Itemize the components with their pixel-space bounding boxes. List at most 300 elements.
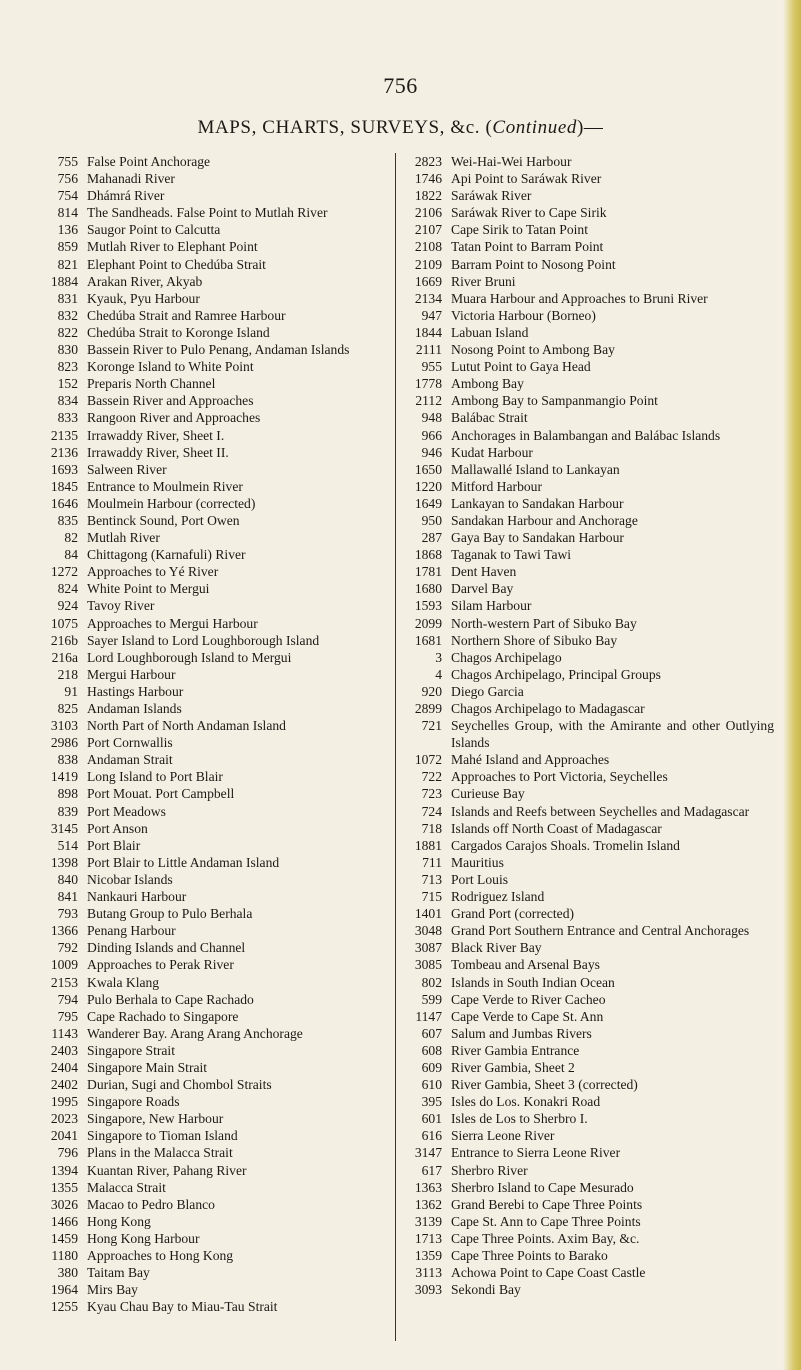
list-item: [40, 888, 382, 905]
list-item: [40, 187, 382, 204]
list-item: [40, 341, 382, 358]
chart-number: 1255: [50, 1299, 78, 1315]
chart-title: Port Anson: [87, 820, 148, 836]
chart-title: Cape Verde to River Cacheo: [451, 991, 606, 1007]
list-item: [404, 341, 774, 358]
chart-title: Mallawallé Island to Lankayan: [451, 461, 620, 477]
chart-number: 1363: [414, 1179, 442, 1195]
chart-number: 2403: [50, 1042, 78, 1058]
chart-number: 136: [57, 222, 78, 238]
chart-title: Malacca Strait: [87, 1179, 166, 1195]
list-item: [40, 785, 382, 802]
chart-title: Lankayan to Sandakan Harbour: [451, 495, 624, 511]
chart-title: Hong Kong: [87, 1213, 151, 1229]
chart-title: Singapore Strait: [87, 1042, 175, 1058]
chart-title: Black River Bay: [451, 940, 542, 956]
chart-number: 2109: [414, 256, 442, 272]
chart-title: Chagos Archipelago to Madagascar: [451, 701, 645, 716]
list-item: [40, 1298, 382, 1315]
list-item: [404, 1127, 774, 1144]
chart-number: 713: [421, 871, 442, 887]
chart-number: 608: [421, 1042, 442, 1058]
chart-title: Anchorages in Balambangan and Balábac Islands: [451, 427, 721, 443]
list-item: [404, 871, 774, 888]
chart-number: 1713: [414, 1230, 442, 1246]
chart-number: 2404: [50, 1059, 78, 1075]
list-item: [404, 666, 774, 683]
chart-number: 1995: [50, 1094, 78, 1110]
chart-title: Dinding Islands and Channel: [87, 940, 246, 956]
chart-number: 955: [421, 359, 442, 375]
chart-number: 1881: [414, 837, 442, 853]
list-item: [40, 666, 382, 683]
list-item: [40, 956, 382, 973]
list-item: [404, 1008, 774, 1025]
chart-title: Macao to Pedro Blanco: [87, 1196, 215, 1212]
list-item: [404, 324, 774, 341]
chart-number: 840: [57, 871, 78, 887]
list-item: [404, 888, 774, 905]
chart-title: Salween River: [87, 461, 167, 477]
chart-title: Butang Group to Pulo Berhala: [87, 906, 253, 922]
chart-number: 920: [421, 683, 442, 699]
chart-title: Andaman Islands: [87, 701, 182, 716]
chart-number: 1669: [414, 273, 442, 289]
chart-number: 824: [57, 581, 78, 597]
chart-title: Sherbro Island to Cape Mesurado: [451, 1179, 634, 1195]
list-item: [404, 495, 774, 512]
list-item: [40, 1076, 382, 1093]
chart-number: 830: [57, 342, 78, 358]
list-item: [404, 290, 774, 307]
list-item: [404, 1264, 774, 1281]
chart-title: Mauritius: [451, 854, 504, 870]
list-item: [404, 392, 774, 409]
list-item: [40, 1025, 382, 1042]
chart-title: Sayer Island to Lord Loughborough Island: [87, 632, 320, 648]
chart-number: 715: [421, 889, 442, 905]
chart-number: 718: [421, 820, 442, 836]
chart-title: Bassein River and Approaches: [87, 393, 254, 409]
chart-title: Port Mouat. Port Campbell: [87, 786, 235, 802]
chart-title: Long Island to Port Blair: [87, 769, 223, 785]
chart-number: 1681: [414, 632, 442, 648]
chart-number: 834: [57, 393, 78, 409]
chart-number: 3139: [414, 1213, 442, 1229]
chart-title: Mahanadi River: [87, 171, 175, 187]
chart-title: Kyauk, Pyu Harbour: [87, 290, 200, 306]
chart-number: 616: [421, 1128, 442, 1144]
chart-number: 3048: [414, 923, 442, 939]
list-item: [40, 683, 382, 700]
list-item: [404, 529, 774, 546]
chart-number: 821: [57, 256, 78, 272]
chart-title: Singapore to Tioman Island: [87, 1128, 238, 1144]
list-item: [40, 358, 382, 375]
list-item: [404, 768, 774, 785]
chart-number: 2823: [414, 154, 442, 169]
chart-number: 841: [57, 889, 78, 905]
chart-title: Bentinck Sound, Port Owen: [87, 512, 240, 528]
chart-number: 924: [57, 598, 78, 614]
list-item: [404, 1247, 774, 1264]
chart-title: Plans in the Malacca Strait: [87, 1145, 233, 1161]
list-item: [40, 153, 382, 170]
chart-title: Singapore, New Harbour: [87, 1111, 224, 1127]
list-item: [404, 1162, 774, 1179]
chart-number: 1072: [414, 752, 442, 768]
chart-title: Singapore Roads: [87, 1094, 180, 1110]
chart-title: Cape Three Points. Axim Bay, &c.: [451, 1230, 640, 1246]
chart-number: 831: [57, 290, 78, 306]
list-item: [404, 717, 774, 751]
chart-number: 2402: [50, 1077, 78, 1093]
chart-number: 754: [57, 188, 78, 204]
chart-number: 1398: [50, 854, 78, 870]
chart-number: 947: [421, 307, 442, 323]
chart-number: 1646: [50, 495, 78, 511]
chart-title: Kyau Chau Bay to Miau-Tau Strait: [87, 1299, 278, 1315]
chart-title: Kwala Klang: [87, 974, 160, 990]
list-item: [40, 820, 382, 837]
chart-title: Saugor Point to Calcutta: [87, 222, 221, 238]
chart-number: 2112: [415, 393, 442, 409]
chart-number: 2135: [50, 427, 78, 443]
list-item: [404, 444, 774, 461]
list-item: [404, 461, 774, 478]
chart-title: Tatan Point to Barram Point: [451, 239, 604, 255]
chart-number: 1359: [414, 1248, 442, 1263]
chart-title: Chedúba Strait to Koronge Island: [87, 324, 270, 340]
list-item: [40, 632, 382, 649]
list-item: [40, 717, 382, 734]
title-main: MAPS, CHARTS, SURVEYS, &c. (: [197, 117, 493, 138]
list-item: [40, 615, 382, 632]
chart-title: Pulo Berhala to Cape Rachado: [87, 991, 254, 1007]
chart-number: 838: [57, 752, 78, 768]
list-item: [404, 597, 774, 614]
chart-number: 1680: [414, 581, 442, 597]
chart-number: 794: [57, 991, 78, 1007]
chart-title: Hastings Harbour: [87, 683, 184, 699]
list-item: [40, 871, 382, 888]
list-item: [404, 939, 774, 956]
chart-number: 380: [57, 1265, 78, 1281]
chart-number: 2107: [414, 222, 442, 238]
chart-number: 966: [421, 427, 442, 443]
chart-title: Chedúba Strait and Ramree Harbour: [87, 307, 286, 323]
chart-title: Grand Port (corrected): [451, 906, 575, 922]
chart-number: 1845: [50, 478, 78, 494]
chart-title: Mitford Harbour: [451, 478, 542, 494]
list-item: [404, 991, 774, 1008]
list-item: [40, 1162, 382, 1179]
chart-number: 2099: [414, 615, 442, 631]
chart-title: Curieuse Bay: [451, 786, 525, 802]
list-item: [40, 512, 382, 529]
chart-title: Mahé Island and Approaches: [451, 752, 610, 768]
chart-number: 3087: [414, 940, 442, 956]
chart-number: 721: [421, 718, 442, 734]
right-column: [404, 153, 774, 1298]
list-item: [40, 170, 382, 187]
list-item: [404, 956, 774, 973]
list-item: [40, 1008, 382, 1025]
list-item: [40, 495, 382, 512]
chart-title: Port Meadows: [87, 803, 166, 819]
chart-title: Northern Shore of Sibuko Bay: [451, 632, 618, 648]
list-item: [40, 324, 382, 341]
chart-title: Nankauri Harbour: [87, 889, 187, 905]
chart-title: Lord Loughborough Island to Mergui: [87, 649, 292, 665]
chart-number: 1355: [50, 1179, 78, 1195]
list-item: [40, 221, 382, 238]
chart-title: Grand Berebi to Cape Three Points: [451, 1196, 643, 1212]
chart-title: Balábac Strait: [451, 410, 528, 426]
chart-title: North Part of North Andaman Island: [87, 718, 286, 734]
chart-title: Islands off North Coast of Madagascar: [451, 820, 662, 836]
chart-number: 152: [57, 376, 78, 392]
chart-title: Chagos Archipelago: [451, 649, 562, 665]
chart-title: Sierra Leone River: [451, 1128, 555, 1144]
chart-title: Chittagong (Karnafuli) River: [87, 547, 246, 563]
list-item: [404, 1144, 774, 1161]
list-item: [404, 922, 774, 939]
chart-number: 216a: [51, 649, 78, 665]
list-item: [40, 204, 382, 221]
chart-title: Islands and Reefs between Seychelles and Madagascar: [451, 803, 750, 819]
chart-number: 833: [57, 410, 78, 426]
list-item: [40, 1264, 382, 1281]
list-item: [40, 1281, 382, 1298]
list-item: [40, 375, 382, 392]
list-item: [40, 939, 382, 956]
chart-title: Port Blair: [87, 837, 141, 853]
list-item: [404, 1179, 774, 1196]
chart-title: Wanderer Bay. Arang Arang Anchorage: [87, 1025, 303, 1041]
chart-number: 792: [57, 940, 78, 956]
chart-title: Approaches to Hong Kong: [87, 1248, 234, 1263]
chart-number: 601: [421, 1111, 442, 1127]
list-item: [404, 307, 774, 324]
list-item: [404, 563, 774, 580]
chart-number: 1884: [50, 273, 78, 289]
chart-title: Chagos Archipelago, Principal Groups: [451, 666, 661, 682]
chart-number: 82: [64, 530, 78, 546]
list-item: [404, 256, 774, 273]
chart-title: Diego Garcia: [451, 683, 524, 699]
list-item: [40, 409, 382, 426]
chart-title: River Gambia Entrance: [451, 1042, 580, 1058]
chart-title: Singapore Main Strait: [87, 1059, 208, 1075]
chart-number: 3145: [50, 820, 78, 836]
chart-title: Silam Harbour: [451, 598, 532, 614]
list-item: [40, 751, 382, 768]
chart-number: 4: [435, 666, 442, 682]
list-item: [40, 478, 382, 495]
chart-title: Sandakan Harbour and Anchorage: [451, 512, 638, 528]
chart-title: River Gambia, Sheet 3 (corrected): [451, 1077, 638, 1093]
chart-title: Koronge Island to White Point: [87, 359, 254, 375]
chart-title: Kudat Harbour: [451, 444, 533, 460]
list-item: [40, 974, 382, 991]
chart-number: 950: [421, 512, 442, 528]
list-item: [40, 529, 382, 546]
chart-number: 1781: [414, 564, 442, 580]
chart-title: Cape Sirik to Tatan Point: [451, 222, 588, 238]
section-title: [0, 117, 801, 139]
list-item: [40, 290, 382, 307]
chart-number: 1220: [414, 478, 442, 494]
list-item: [404, 427, 774, 444]
chart-number: 2899: [414, 701, 442, 716]
chart-number: 1822: [414, 188, 442, 204]
chart-number: 755: [57, 154, 78, 169]
list-item: [40, 597, 382, 614]
list-item: [404, 1042, 774, 1059]
list-item: [404, 1281, 774, 1298]
list-item: [40, 854, 382, 871]
chart-title: Irrawaddy River, Sheet II.: [87, 444, 229, 460]
list-item: [40, 803, 382, 820]
chart-number: 1366: [50, 923, 78, 939]
chart-number: 839: [57, 803, 78, 819]
chart-number: 1868: [414, 547, 442, 563]
chart-number: 1401: [414, 906, 442, 922]
chart-number: 287: [421, 530, 442, 546]
chart-number: 3103: [50, 718, 78, 734]
chart-title: Approaches to Port Victoria, Seychelles: [451, 769, 668, 785]
chart-title: Moulmein Harbour (corrected): [87, 495, 256, 511]
chart-number: 1746: [414, 171, 442, 187]
chart-title: Mirs Bay: [87, 1282, 138, 1298]
list-item: [404, 187, 774, 204]
chart-number: 91: [64, 683, 78, 699]
chart-number: 802: [421, 974, 442, 990]
list-item: [404, 358, 774, 375]
chart-number: 948: [421, 410, 442, 426]
chart-number: 1593: [414, 598, 442, 614]
chart-title: White Point to Mergui: [87, 581, 210, 597]
chart-title: Andaman Strait: [87, 752, 173, 768]
chart-title: Port Cornwallis: [87, 735, 173, 751]
chart-number: 723: [421, 786, 442, 802]
chart-number: 722: [421, 769, 442, 785]
chart-title: Sherbro River: [451, 1162, 528, 1178]
chart-number: 2106: [414, 205, 442, 221]
chart-number: 796: [57, 1145, 78, 1161]
chart-number: 1143: [51, 1025, 78, 1041]
chart-title: Bassein River to Pulo Penang, Andaman Islands: [87, 342, 350, 358]
chart-number: 1272: [50, 564, 78, 580]
list-item: [404, 615, 774, 632]
chart-number: 84: [64, 547, 78, 563]
chart-title: Gaya Bay to Sandakan Harbour: [451, 530, 624, 546]
chart-title: Tombeau and Arsenal Bays: [451, 957, 600, 973]
chart-number: 1362: [414, 1196, 442, 1212]
chart-title: Achowa Point to Cape Coast Castle: [451, 1265, 646, 1281]
list-item: [404, 1093, 774, 1110]
list-item: [404, 820, 774, 837]
chart-title: Irrawaddy River, Sheet I.: [87, 427, 225, 443]
chart-title: Approaches to Yé River: [87, 564, 219, 580]
chart-title: Cape Rachado to Singapore: [87, 1008, 239, 1024]
chart-title: Nosong Point to Ambong Bay: [451, 342, 615, 358]
chart-title: Cargados Carajos Shoals. Tromelin Island: [451, 837, 680, 853]
list-item: [40, 307, 382, 324]
chart-title: Wei-Hai-Wei Harbour: [451, 154, 572, 169]
chart-number: 825: [57, 701, 78, 716]
list-item: [404, 700, 774, 717]
chart-number: 610: [421, 1077, 442, 1093]
chart-number: 756: [57, 171, 78, 187]
chart-title: Rodriguez Island: [451, 889, 545, 905]
chart-number: 3085: [414, 957, 442, 973]
list-item: [404, 546, 774, 563]
chart-title: Penang Harbour: [87, 923, 176, 939]
chart-title: Muara Harbour and Approaches to Bruni River: [451, 290, 708, 306]
column-divider: [395, 153, 396, 1341]
chart-number: 216b: [50, 632, 78, 648]
chart-title: Dent Haven: [451, 564, 517, 580]
list-item: [40, 273, 382, 290]
chart-number: 3: [435, 649, 442, 665]
chart-number: 1693: [50, 461, 78, 477]
list-item: [40, 427, 382, 444]
list-item: [404, 974, 774, 991]
chart-number: 1419: [50, 769, 78, 785]
chart-number: 2023: [50, 1111, 78, 1127]
list-item: [404, 1196, 774, 1213]
chart-title: Seychelles Group, with the Amirante and other Outlying Islands: [451, 718, 774, 751]
list-item: [40, 1110, 382, 1127]
chart-number: 2153: [50, 974, 78, 990]
chart-title: False Point Anchorage: [87, 154, 211, 169]
list-item: [404, 1110, 774, 1127]
list-item: [404, 751, 774, 768]
chart-title: Labuan Island: [451, 324, 529, 340]
list-item: [404, 803, 774, 820]
chart-number: 2134: [414, 290, 442, 306]
chart-number: 609: [421, 1059, 442, 1075]
chart-number: 1466: [50, 1213, 78, 1229]
chart-title: The Sandheads. False Point to Mutlah River: [87, 205, 328, 221]
chart-number: 1650: [414, 461, 442, 477]
chart-number: 2108: [414, 239, 442, 255]
list-item: [40, 1127, 382, 1144]
chart-title: Taganak to Tawi Tawi: [451, 547, 572, 563]
chart-number: 1844: [414, 324, 442, 340]
chart-title: Elephant Point to Chedúba Strait: [87, 256, 266, 272]
list-item: [404, 170, 774, 187]
list-item: [404, 238, 774, 255]
list-item: [40, 1230, 382, 1247]
list-item: [40, 444, 382, 461]
chart-number: 946: [421, 444, 442, 460]
list-item: [40, 1059, 382, 1076]
list-item: [404, 649, 774, 666]
chart-title: Isles do Los. Konakri Road: [451, 1094, 601, 1110]
page-edge: [783, 0, 801, 1370]
chart-title: Hong Kong Harbour: [87, 1230, 200, 1246]
chart-title: Mergui Harbour: [87, 666, 176, 682]
chart-number: 1009: [50, 957, 78, 973]
chart-number: 2136: [50, 444, 78, 460]
list-item: [404, 632, 774, 649]
chart-title: Victoria Harbour (Borneo): [451, 307, 596, 323]
list-item: [40, 1093, 382, 1110]
list-item: [40, 768, 382, 785]
